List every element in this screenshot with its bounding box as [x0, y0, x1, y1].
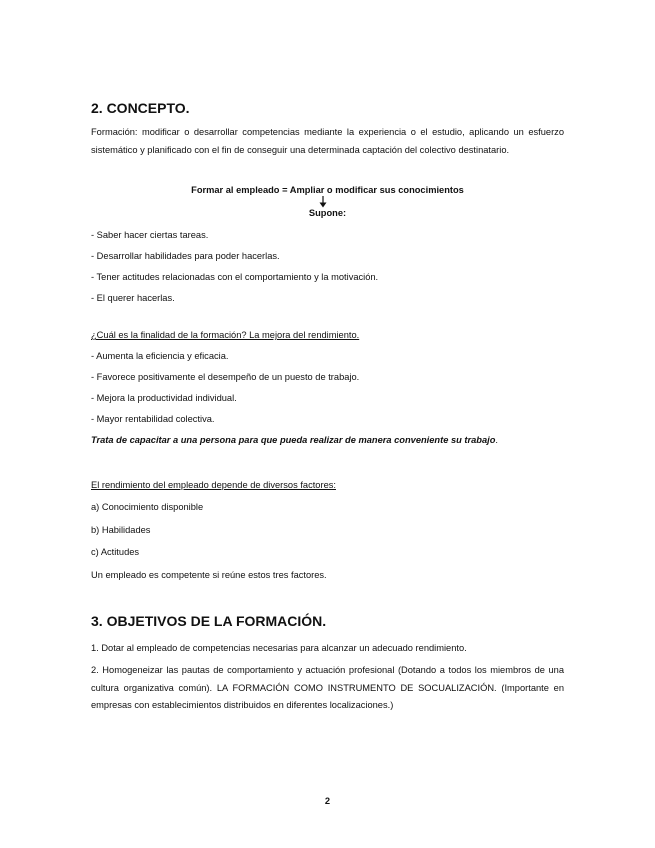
factor-item: b) Habilidades [91, 525, 151, 535]
finalidad-question: ¿Cuál es la finalidad de la formación? La mejora del rendimiento. [91, 330, 360, 340]
supone-item: - Saber hacer ciertas tareas. [91, 230, 209, 240]
objective-2: 2. Homogeneizar las pautas de comportamiento y actuación profesional (Dotando a todos los miembros de una cultura organizativa común). LA FORMACIÓN COMO INSTRUMENTO DE SOCUALIZACIÓN. (Importante en empresas con establecimientos distribuidos en diferentes localizaciones.) [91, 665, 564, 710]
trata-emphasis: Trata de capacitar a una persona para que pueda realizar de manera conveniente su trabajo [91, 435, 496, 445]
finalidad-item: - Mayor rentabilidad colectiva. [91, 414, 215, 424]
page-number: 2 [324, 796, 331, 806]
section-3-title: 3. OBJETIVOS DE LA FORMACIÓN. [91, 613, 327, 629]
concept-definition: Formación: modificar o desarrollar competencias mediante la experiencia o el estudio, aplicando un esfuerzo sistemático y planificado con el fin de conseguir una determinada captación del colectivo destinatario. [91, 127, 564, 155]
finalidad-item: - Favorece positivamente el desempeño de un puesto de trabajo. [91, 372, 360, 382]
conclusion-text: Un empleado es competente si reúne estos tres factores. [91, 570, 327, 580]
finalidad-item: - Mejora la productividad individual. [91, 393, 237, 403]
supone-item: - Desarrollar habilidades para poder hacerlas. [91, 251, 280, 261]
supone-item: - El querer hacerlas. [91, 293, 175, 303]
factor-item: a) Conocimiento disponible [91, 502, 204, 512]
supone-item: - Tener actitudes relacionadas con el comportamiento y la motivación. [91, 272, 379, 282]
trata-sentence [91, 434, 498, 446]
formula-line: Formar al empleado = Ampliar o modificar sus conocimientos [191, 185, 464, 195]
finalidad-item: - Aumenta la eficiencia y eficacia. [91, 351, 229, 361]
factor-item: c) Actitudes [91, 547, 140, 557]
factores-heading: El rendimiento del empleado depende de diversos factores: [91, 480, 336, 490]
trata-period: . [495, 435, 498, 445]
supone-label: Supone: [308, 208, 347, 218]
section-2-title: 2. CONCEPTO. [91, 100, 190, 116]
objective-1: 1. Dotar al empleado de competencias necesarias para alcanzar un adecuado rendimiento. [91, 643, 467, 653]
